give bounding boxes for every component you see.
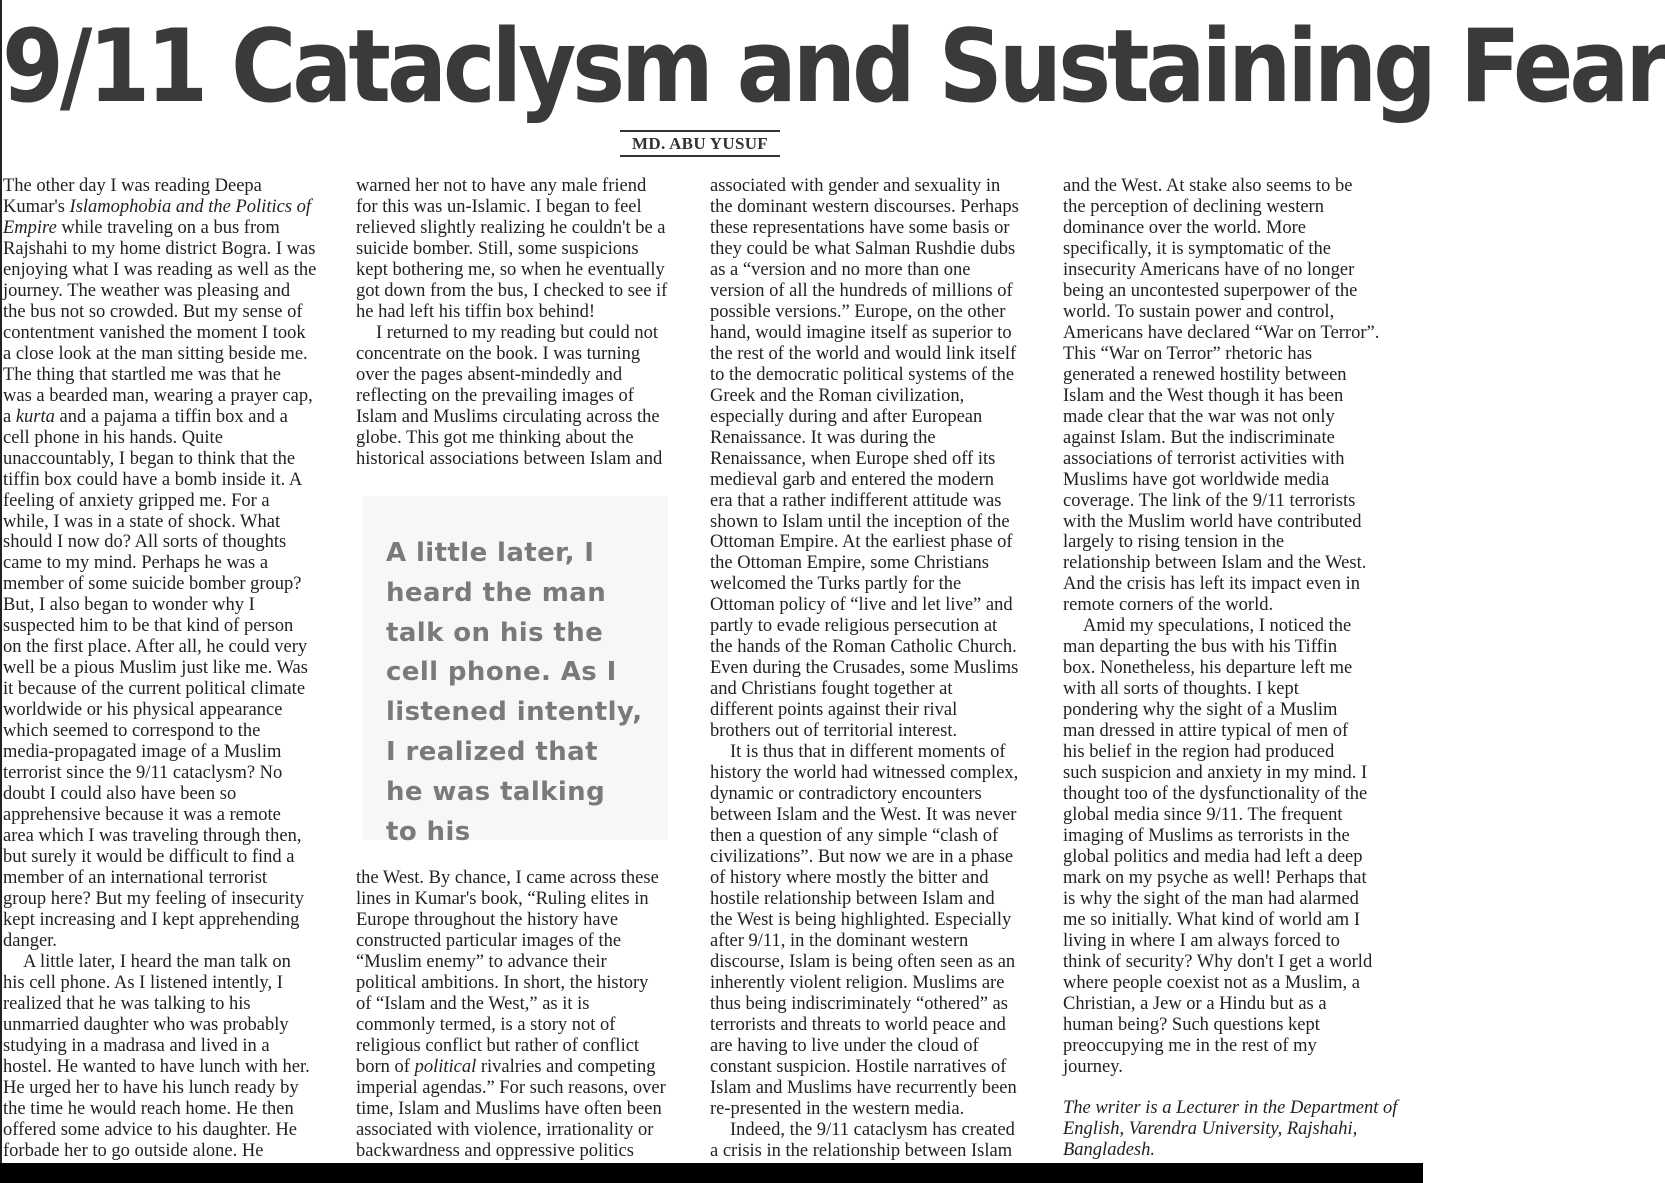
text-line: history the world had witnessed complex, [710, 763, 1019, 784]
text-line: was a bearded man, wearing a prayer cap, [3, 385, 313, 406]
text-line: contentment vanished the moment I took [3, 322, 306, 343]
text-line: apprehensive because it was a remote [3, 805, 281, 826]
text-line: discourse, Islam is being often seen as an [710, 951, 1016, 972]
text-line: the dominant western discourses. Perhaps [710, 196, 1019, 217]
text-line: and the West. At stake also seems to be [1063, 176, 1353, 196]
text-line: Europe throughout the history have [356, 909, 619, 930]
text-line: as a “version and no more than one [710, 259, 971, 280]
text-line: should I now do? All sorts of thoughts [3, 532, 287, 553]
text-line: the Ottoman Empire, some Christians [710, 553, 989, 574]
text-line: forbade her to go outside alone. He [3, 1140, 264, 1161]
article-column-4 [1063, 176, 1403, 1161]
text-line: feeling of anxiety gripped me. For a [3, 490, 270, 511]
text-line: the West is being highlighted. Especially [710, 909, 1012, 930]
text-line: Islam and Muslims have recurrently been [710, 1077, 1017, 1098]
text-line: associated with violence, irrationality or [356, 1119, 654, 1140]
text-line: Indeed, the 9/11 cataclysm has created [730, 1119, 1015, 1140]
text-line: after 9/11, in the dominant western [710, 930, 969, 951]
text-line: associations of terrorist activities with [1063, 448, 1345, 469]
credit-line: Bangladesh. [1063, 1139, 1155, 1160]
text-line: remote corners of the world. [1063, 595, 1274, 616]
text-line: of history where mostly the bitter and [710, 867, 989, 888]
text-line: different points against their rival [710, 700, 958, 721]
text-line: the perception of declining western [1063, 196, 1324, 217]
text-line: “Muslim enemy” to advance their [356, 951, 607, 972]
text-line: realized that he was talking to his [3, 993, 251, 1014]
text-line: but surely it would be difficult to find a [3, 847, 295, 867]
text-line: hostel. He wanted to have lunch with her. [3, 1056, 310, 1077]
text-line: the time he would reach home. He then [3, 1098, 294, 1119]
text-line: commonly termed, is a story not of [356, 1014, 616, 1035]
text-line: cell phone in his hands. Quite [3, 427, 223, 448]
text-line: it because of the current political climate [3, 679, 306, 700]
text-line: Ottoman Empire. At the earliest phase of [710, 532, 1013, 553]
text-line: thought too of the dysfunctionality of the [1063, 784, 1368, 805]
text-line: doubt I could also have been so [3, 784, 237, 805]
text-line: area which I was traveling through then, [3, 826, 302, 847]
text-line: living in where I am always forced to [1063, 930, 1340, 951]
text-line: insecurity Americans have of no longer [1063, 259, 1355, 280]
text-line: Empire while traveling on a bus from [3, 217, 280, 238]
text-line: constructed particular images of the [356, 930, 622, 951]
text-line: then a question of any simple “clash of [710, 826, 999, 847]
text-line: medieval garb and entered the modern [710, 469, 995, 490]
text-line: welcomed the Turks partly for the [710, 574, 962, 595]
text-line: which seemed to correspond to the [3, 721, 261, 742]
left-edge-rule [0, 0, 2, 1163]
credit-line: English, Varendra University, Rajshahi, [1063, 1118, 1358, 1139]
text-line: hostile relationship between Islam and [710, 888, 995, 909]
text-line: political ambitions. In short, the history [356, 972, 649, 993]
text-line: came to my mind. Perhaps he was a [3, 553, 269, 574]
text-line: a kurta and a pajama a tiffin box and a [3, 406, 288, 427]
text-line: man departing the bus with his Tiffin [1063, 637, 1338, 658]
text-line: over the pages absent-mindedly and [356, 364, 623, 385]
text-line: Islam and the West though it has been [1063, 385, 1344, 406]
text-line: backwardness and oppressive politics [356, 1140, 634, 1161]
text-line: mark on my psyche as well! Perhaps that [1063, 867, 1367, 888]
text-line: version of all the hundreds of millions of [710, 280, 1013, 301]
text-line: are having to live under the cloud of [710, 1035, 979, 1056]
text-line: imperial agendas.” For such reasons, over [356, 1077, 666, 1098]
text-line: these representations have some basis or [710, 217, 1010, 238]
text-line: member of some suicide bomber group? [3, 574, 302, 595]
text-line: human being? Such questions kept [1063, 1014, 1320, 1035]
text-line: especially during and after European [710, 406, 983, 427]
article-column-2-bottom [356, 868, 696, 1162]
text-line: historical associations between Islam and [356, 448, 663, 469]
text-line: kept bothering me, so when he eventually [356, 259, 665, 280]
text-line: got down from the bus, I checked to see if [356, 280, 668, 301]
text-line: his belief in the region had produced [1063, 742, 1335, 763]
text-line: he had left his tiffin box behind! [356, 301, 596, 322]
text-line: on the first place. After all, he could very [3, 637, 308, 658]
text-line: Ottoman policy of “live and let live” and [710, 595, 1013, 616]
text-line: the bus not so crowded. But my sense of [3, 301, 303, 322]
text-line: inherently violent religion. Muslims are [710, 972, 1005, 993]
text-line: thus being indiscriminately “othered” as [710, 993, 1008, 1014]
text-line: dynamic or contradictory encounters [710, 784, 982, 805]
text-line: civilizations”. But now we are in a phase [710, 847, 1014, 867]
text-line: But, I also began to wonder why I [3, 595, 255, 616]
text-line: warned her not to have any male friend [356, 176, 647, 196]
text-line: concentrate on the book. I was turning [356, 343, 641, 364]
text-line: Greek and the Roman civilization, [710, 385, 965, 406]
text-line: shown to Islam until the inception of the [710, 511, 1010, 532]
text-line: member of an international terrorist [3, 867, 268, 888]
text-line: me so initially. What kind of world am I [1063, 909, 1360, 930]
text-line: suicide bomber. Still, some suspicions [356, 238, 639, 259]
text-line: Christian, a Jew or a Hindu but as a [1063, 993, 1327, 1014]
text-line: This “War on Terror” rhetoric has [1063, 343, 1313, 364]
text-line: the hands of the Roman Catholic Church. [710, 637, 1017, 658]
text-line: unaccountably, I began to think that the [3, 448, 296, 469]
text-line: hand, would imagine itself as superior to [710, 322, 1012, 343]
text-line: unmarried daughter who was probably [3, 1014, 289, 1035]
text-line: The thing that startled me was that he [3, 364, 281, 385]
text-line: partly to evade religious persecution at [710, 616, 998, 637]
text-line: Kumar's Islamophobia and the Politics of [3, 196, 312, 217]
text-line: danger. [3, 930, 57, 951]
text-line: being an uncontested superpower of the [1063, 280, 1358, 301]
text-line: of “Islam and the West,” as it is [356, 993, 590, 1014]
text-line: journey. [1063, 1056, 1123, 1077]
text-line: religious conflict but rather of conflict [356, 1035, 640, 1056]
text-line: Renaissance, when Europe shed off its [710, 448, 996, 469]
text-line: constant suspicion. Hostile narratives of [710, 1056, 1007, 1077]
text-line: dominance over the world. More [1063, 217, 1306, 238]
text-line: coverage. The link of the 9/11 terrorists [1063, 490, 1356, 511]
text-line: Renaissance. It was during the [710, 427, 936, 448]
text-line: and Christians fought together at [710, 679, 953, 700]
text-line: with the Muslim world have contributed [1063, 511, 1362, 532]
text-line: group here? But my feeling of insecurity [3, 888, 305, 909]
text-line: to the democratic political systems of the [710, 364, 1015, 385]
article-column-2-top [356, 176, 696, 470]
text-line: studying in a madrasa and lived in a [3, 1035, 270, 1056]
text-line: lines in Kumar's book, “Ruling elites in [356, 888, 649, 909]
text-line: they could be what Salman Rushdie dubs [710, 238, 1016, 259]
text-line: box. Nonetheless, his departure left me [1063, 658, 1353, 679]
text-line: between Islam and the West. It was never [710, 805, 1017, 826]
text-line: Americans have declared “War on Terror”. [1063, 322, 1380, 343]
text-line: a close look at the man sitting beside me. [3, 343, 308, 364]
text-line: associated with gender and sexuality in [710, 176, 1001, 196]
text-line: time, Islam and Muslims have often been [356, 1098, 662, 1119]
text-line: think of security? Why don't I get a world [1063, 951, 1373, 972]
text-line: global politics and media had left a deep [1063, 847, 1363, 867]
text-line: Muslims have got worldwide media [1063, 469, 1330, 490]
text-line: reflecting on the prevailing images of [356, 385, 634, 406]
text-line: such suspicion and anxiety in my mind. I [1063, 763, 1368, 784]
text-line: Rajshahi to my home district Bogra. I was [3, 238, 316, 259]
text-line: is why the sight of the man had alarmed [1063, 888, 1359, 909]
text-line: globe. This got me thinking about the [356, 427, 634, 448]
text-line: Even during the Crusades, some Muslims [710, 658, 1019, 679]
text-line: tiffin box could have a bomb inside it. A [3, 469, 303, 490]
text-line: terrorists and threats to world peace and [710, 1014, 1006, 1035]
text-line: with all sorts of thoughts. I kept [1063, 679, 1299, 700]
text-line: worldwide or his physical appearance [3, 700, 283, 721]
text-line: largely to rising tension in the [1063, 532, 1285, 553]
text-line: And the crisis has left its impact even in [1063, 574, 1360, 595]
text-line: imaging of Muslims as terrorists in the [1063, 826, 1350, 847]
text-line: the rest of the world and would link itself [710, 343, 1017, 364]
text-line: kept increasing and I kept apprehending [3, 909, 300, 930]
text-line: world. To sustain power and control, [1063, 301, 1335, 322]
text-line: against Islam. But the indiscriminate [1063, 427, 1335, 448]
text-line: man dressed in attire typical of men of [1063, 721, 1349, 742]
credit-line: The writer is a Lecturer in the Department of [1063, 1097, 1398, 1118]
text-line: relationship between Islam and the West. [1063, 553, 1367, 574]
byline: MD. ABU YUSUF [620, 130, 780, 157]
text-line: era that a rather indifferent attitude was [710, 490, 1002, 511]
text-line: his cell phone. As I listened intently, I [3, 972, 283, 993]
headline: 9/11 Cataclysm and Sustaining Fear [2, 7, 1665, 125]
text-line: offered some advice to his daughter. He [3, 1119, 298, 1140]
bottom-black-band [0, 1163, 1423, 1183]
text-line: Islam and Muslims circulating across the [356, 406, 660, 427]
text-line: while, I was in a state of shock. What [3, 511, 281, 532]
text-line: generated a renewed hostility between [1063, 364, 1347, 385]
text-line: terrorist since the 9/11 cataclysm? No [3, 763, 283, 784]
text-line: relieved slightly realizing he couldn't be a [356, 217, 666, 238]
article-column-3 [710, 176, 1050, 1162]
text-line: global media since 9/11. The frequent [1063, 805, 1343, 826]
text-line: a crisis in the relationship between Islam [710, 1140, 1013, 1161]
text-line: for this was un-Islamic. I began to feel [356, 196, 642, 217]
text-line: It is thus that in different moments of [730, 742, 1006, 763]
pull-quote: A little later, I heard the man talk on his the cell phone. As I listened intently, I realized that he was talking to his [362, 496, 668, 840]
text-line: enjoying what I was reading as well as the [3, 259, 317, 280]
text-line: well be a pious Muslim just like me. Was [3, 658, 308, 679]
text-line: The other day I was reading Deepa [3, 176, 262, 196]
text-line: media-propagated image of a Muslim [3, 742, 282, 763]
text-line: the West. By chance, I came across these [356, 868, 659, 888]
text-line: Amid my speculations, I noticed the [1083, 616, 1352, 637]
text-line: pondering why the sight of a Muslim [1063, 700, 1338, 721]
text-line: specifically, it is symptomatic of the [1063, 238, 1332, 259]
text-line: journey. The weather was pleasing and [3, 280, 291, 301]
article-column-1 [3, 176, 343, 1162]
text-line: where people coexist not as a Muslim, a [1063, 972, 1360, 993]
text-line: re-presented in the western media. [710, 1098, 965, 1119]
author-credit [1063, 1098, 1403, 1161]
text-line: I returned to my reading but could not [376, 322, 659, 343]
text-line: He urged her to have his lunch ready by [3, 1077, 299, 1098]
text-line: brothers out of territorial interest. [710, 721, 958, 742]
text-line: possible versions.” Europe, on the other [710, 301, 1006, 322]
text-line: born of political rivalries and competing [356, 1056, 656, 1077]
text-line: preoccupying me in the rest of my [1063, 1035, 1317, 1056]
text-line: A little later, I heard the man talk on [23, 951, 291, 972]
text-line: made clear that the war was not only [1063, 406, 1335, 427]
text-line: suspected him to be that kind of person [3, 616, 294, 637]
